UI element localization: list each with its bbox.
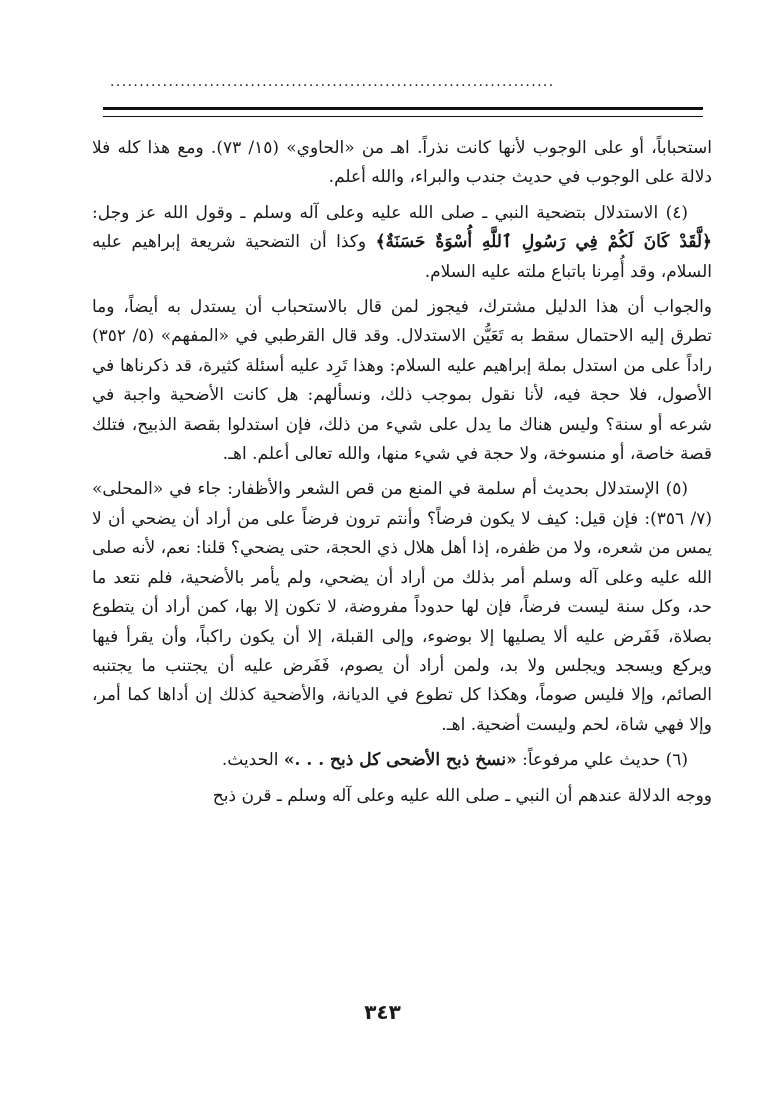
paragraph-1: استحباباً، أو على الوجوب لأنها كانت نذراً. اهـ من «الحاوي» (١٥/ ٧٣). ومع هذا كله فلا دلالة على الوجوب في حديث جندب والبراء، والله أعلم. [92,138,712,188]
paragraph-5-rest: الحديث. [221,750,284,771]
header-rule-thin [103,116,703,117]
header-dotted-line: ............................................................................ [110,74,555,90]
paragraph-4: (٥) الإستدلال بحديث أم سلمة في المنع من قص الشعر والأظفار: جاء في «المحلى» (٧/ ٣٥٦): فإن قيل: كيف لا يكون فرضاً؟ وأنتم ترون فرضاً على من أراد أن يضحي أن لا يمس من شعره، ولا من ظفره، إذا أهل هلال ذي الحجة، حتى يضحي؟ قلنا: نعم، لأنه صلى الله عليه وعلى آله وسلم أمر بذلك من أراد أن يضحي، ولم يأمر بالأضحية، فلم نتعد ما حد، وكل سنة ليست فرضاً، فإن لها حدوداً مفروضة، لا تكون إلا بها، كمن أراد أن يتطوع بصلاة، فَفَرض عليه ألا يصليها إلا بوضوء، وإلى القبلة، إلا أن يكون راكباً، وأن يقرأ فيها ويركع ويسجد ويجلس ولا بد، ولمن أراد أن يصوم، فَفَرض عليه أن يجتنب ما يجتنبه الصائم، وإلا فليس صوماً، وهكذا كل تطوع في الديانة، والأضحية كذلك إن أداها كما أمر، وإلا فهي شاة، لحم وليست أضحية. اهـ. [92,479,712,735]
paragraph-2-rest: وكذا أن التضحية شريعة إبراهيم عليه السلام، وقد أُمِرنا باتباع ملته عليه السلام. [92,232,712,282]
hadith-quote: «نسخ ذبح الأضحى كل ذبح . . .» [283,750,517,771]
paragraph-2-lead: (٤) الاستدلال بتضحية النبي ـ صلى الله عليه وعلى آله وسلم ـ وقول الله عز وجل: [92,202,688,223]
paragraph-2 [92,199,712,287]
paragraph-6: ووجه الدلالة عندهم أن النبي ـ صلى الله عليه وعلى آله وسلم ـ قرن ذبح [212,785,712,806]
paragraph-3: والجواب أن هذا الدليل مشترك، فيجوز لمن قال بالاستحباب أن يستدل به أيضاً، وما تطرق إليه الاحتمال سقط به تَعَيُّن الاستدلال. وقد قال القرطبي في «المفهم» (٥/ ٣٥٢) راداً على من استدل بملة إبراهيم عليه السلام: وهذا تَرِد عليه أسئلة كثيرة، قد ذكرناها في الأصول، فلا حجة فيه، لأنا نقول بموجب ذلك، ونسألهم: هل كانت الأضحية واجبة في شرعه أو سنة؟ وليس هناك ما يدل على شيء من ذلك، فإن استدلوا بقصة الذبيح، فتلك قصة خاصة، أو منسوخة، ولا حجة في شيء منها، والله تعالى أعلم. اهـ. [92,297,712,465]
paragraph-5 [92,746,712,775]
header-rule-thick [103,107,703,110]
paragraph-5-lead: (٦) حديث علي مرفوعاً: [516,750,688,771]
quran-verse: ﴿لَّقَدْ كَانَ لَكُمْ فِي رَسُولِ ٱللَّهِ أُسْوَةٌ حَسَنَةٌ﴾ [375,232,712,253]
body-text [92,134,712,817]
page-number: ٣٤٣ [364,1000,401,1024]
